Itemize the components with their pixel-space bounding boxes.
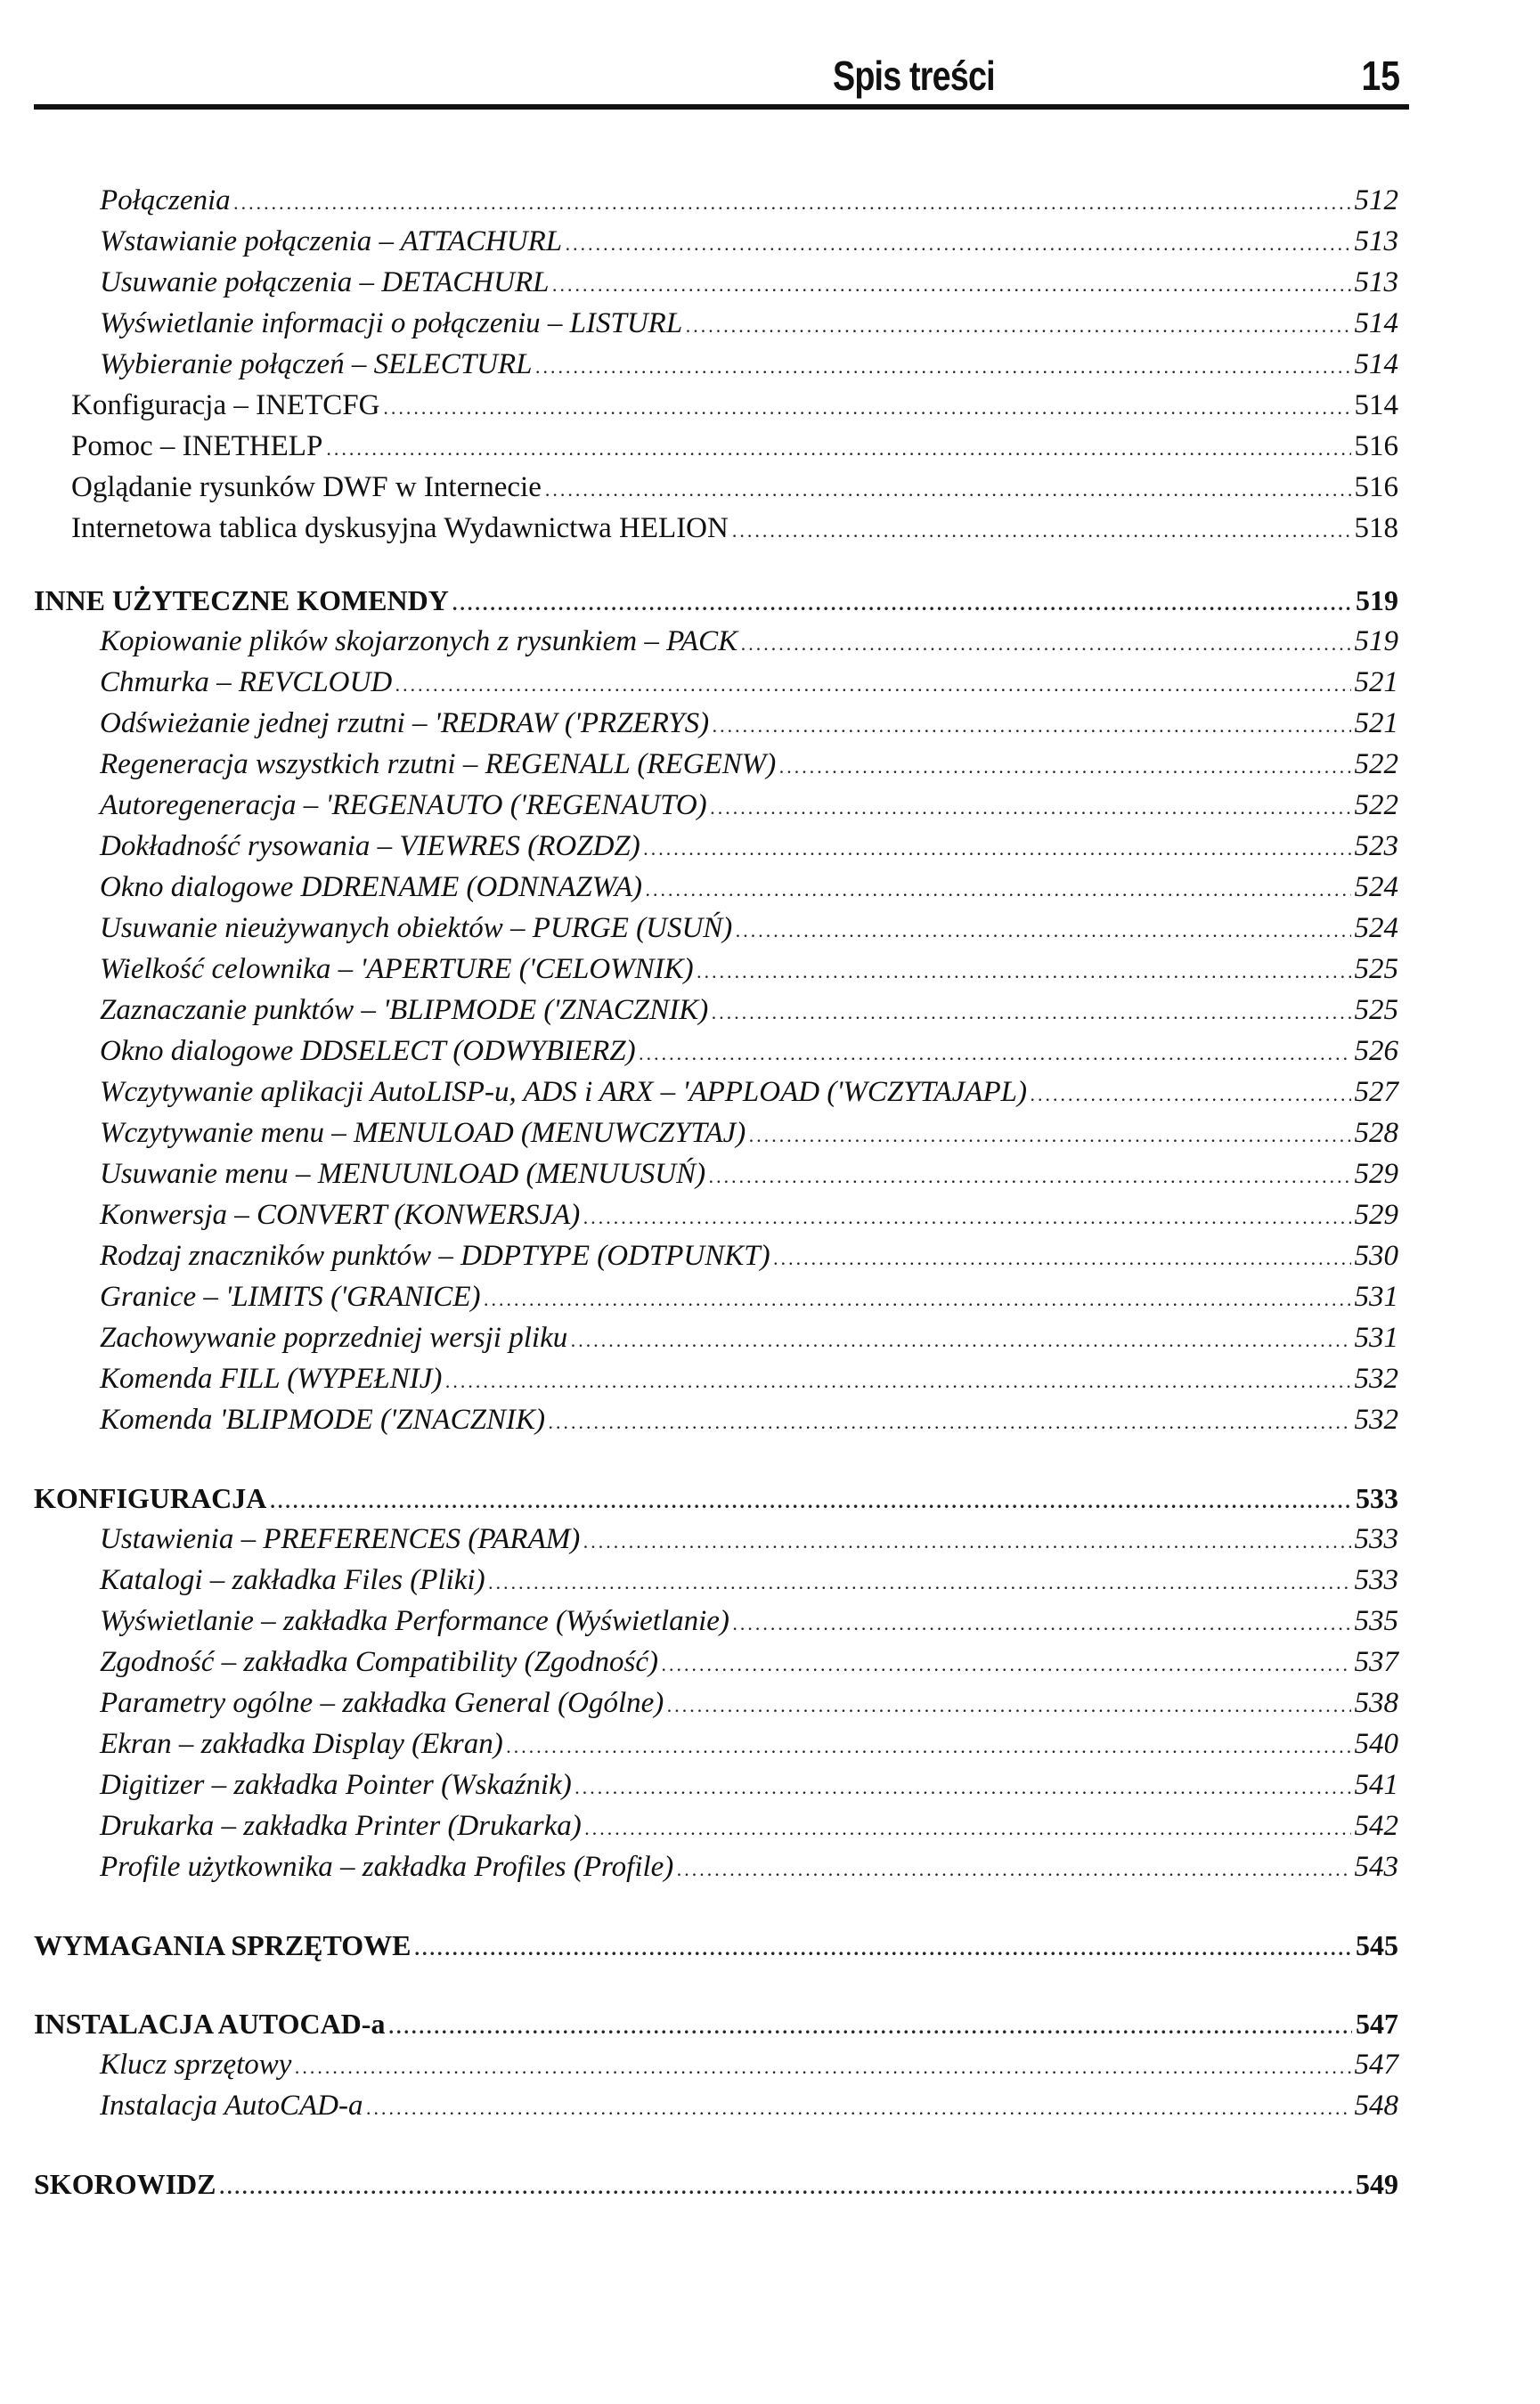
toc-entry-label: Usuwanie połączenia – DETACHURL <box>100 266 550 298</box>
toc-entry-page: 521 <box>1354 707 1398 739</box>
dot-leader <box>646 869 1350 910</box>
dot-leader <box>741 623 1350 664</box>
toc-sub-entry[interactable] <box>0 703 1398 744</box>
toc-entry-label: SKOROWIDZ <box>34 2168 216 2200</box>
toc-entry-label: Konfiguracja – INETCFG <box>71 389 380 421</box>
dot-leader <box>686 306 1350 346</box>
toc-entry-label: Odświeżanie jednej rzutni – 'REDRAW ('PRZERYS) <box>100 707 710 739</box>
toc-entry-label: Zachowywanie poprzedniej wersji pliku <box>100 1322 568 1354</box>
dot-leader <box>779 746 1350 787</box>
toc-entry-page: 518 <box>1354 512 1398 544</box>
toc-entry-label: Digitizer – zakładka Pointer (Wskaźnik) <box>100 1769 572 1801</box>
toc-entry-label: Zgodność – zakładka Compatibility (Zgodność) <box>100 1646 658 1678</box>
toc-sub-entry[interactable] <box>0 785 1398 826</box>
toc-entry-page: 529 <box>1354 1199 1398 1231</box>
dot-leader <box>295 2047 1350 2088</box>
dot-leader <box>1031 1074 1351 1115</box>
toc-sub-entry[interactable] <box>0 1683 1398 1724</box>
toc-entry-label: KONFIGURACJA <box>34 1482 267 1514</box>
toc-sub-entry[interactable] <box>0 221 1398 262</box>
toc-entry-page: 512 <box>1354 184 1398 216</box>
dot-leader <box>667 1685 1350 1726</box>
toc-entry-page: 542 <box>1354 1810 1398 1842</box>
dot-leader <box>549 1402 1351 1443</box>
toc-section-entry[interactable] <box>0 580 1398 621</box>
dot-leader <box>270 1481 1352 1522</box>
dot-leader <box>414 1928 1352 1969</box>
toc-entry-page: 514 <box>1354 307 1398 339</box>
toc-entry-label: Pomoc – INETHELP <box>71 430 323 462</box>
toc-entry-label: Zaznaczanie punktów – 'BLIPMODE ('ZNACZNIK) <box>100 994 709 1026</box>
toc-entry-page: 514 <box>1354 389 1398 421</box>
dot-leader <box>711 787 1351 828</box>
toc-entry-label: Drukarka – zakładka Printer (Drukarka) <box>100 1810 582 1842</box>
toc-entry-label: Oglądanie rysunków DWF w Internecie <box>71 471 542 503</box>
toc-entry-page: 526 <box>1354 1035 1398 1067</box>
toc-entry-page: 532 <box>1354 1363 1398 1395</box>
toc-sub-entry[interactable] <box>0 1519 1398 1560</box>
header-page-number: 15 <box>1361 53 1400 99</box>
toc-entry-page: 545 <box>1356 1929 1398 1961</box>
toc-sub-entry[interactable] <box>0 2044 1398 2085</box>
toc-entry-label: Profile użytkownika – zakładka Profiles (Profile) <box>100 1851 674 1883</box>
toc-entry-label: Wybieranie połączeń – SELECTURL <box>100 348 533 380</box>
toc-entry-label: Instalacja AutoCAD-a <box>100 2090 363 2122</box>
toc-entry-label: Wczytywanie menu – MENULOAD (MENUWCZYTAJ) <box>100 1117 746 1149</box>
dot-leader <box>677 1849 1350 1890</box>
dot-leader <box>388 2007 1352 2048</box>
toc-entry-page: 548 <box>1354 2090 1398 2122</box>
dot-leader <box>697 951 1351 992</box>
dot-leader <box>234 183 1351 224</box>
toc-entry-page: 525 <box>1354 953 1398 985</box>
toc-entry-label: Regeneracja wszystkich rzutni – REGENALL (REGENW) <box>100 748 777 780</box>
toc-sub-entry[interactable] <box>0 1846 1398 1887</box>
toc-sub-entry[interactable] <box>0 262 1398 303</box>
dot-leader <box>566 224 1350 265</box>
toc-item-entry[interactable] <box>0 467 1398 508</box>
dot-leader <box>644 828 1351 869</box>
toc-sub-entry[interactable] <box>0 344 1398 385</box>
toc-entry-page: 513 <box>1354 225 1398 257</box>
dot-leader <box>489 1562 1351 1603</box>
toc-sub-entry[interactable] <box>0 908 1398 949</box>
dot-leader <box>545 469 1351 510</box>
toc-entry-label: Wczytywanie aplikacji AutoLISP-u, ADS i ARX – 'APPLOAD ('WCZYTAJAPL) <box>100 1076 1027 1108</box>
dot-leader <box>585 1808 1351 1849</box>
dot-leader <box>640 1033 1351 1074</box>
dot-leader <box>713 705 1350 746</box>
toc-sub-entry[interactable] <box>0 1031 1398 1072</box>
dot-leader <box>507 1726 1351 1767</box>
toc-entry-label: Konwersja – CONVERT (KONWERSJA) <box>100 1199 581 1231</box>
toc-sub-entry[interactable] <box>0 949 1398 990</box>
dot-leader <box>219 2167 1352 2208</box>
toc-sub-entry[interactable] <box>0 1276 1398 1317</box>
toc-sub-entry[interactable] <box>0 867 1398 908</box>
toc-entry-page: 547 <box>1354 2049 1398 2081</box>
header-title: Spis treści <box>833 53 995 99</box>
toc-section-entry[interactable] <box>0 1478 1398 1519</box>
dot-leader <box>583 1197 1350 1238</box>
toc-entry-page: 524 <box>1354 912 1398 944</box>
toc-entry-page: 522 <box>1354 789 1398 821</box>
toc-sub-entry[interactable] <box>0 1399 1398 1440</box>
toc-entry-label: Katalogi – zakładka Files (Pliki) <box>100 1564 485 1596</box>
toc-entry-label: Ekran – zakładka Display (Ekran) <box>100 1728 503 1760</box>
toc-sub-entry[interactable] <box>0 621 1398 662</box>
toc-entry-label: Klucz sprzętowy <box>100 2049 292 2081</box>
dot-leader <box>709 1156 1350 1197</box>
toc-entry-page: 533 <box>1354 1523 1398 1555</box>
toc-item-entry[interactable] <box>0 426 1398 467</box>
toc-entry-label: Komenda FILL (WYPEŁNIJ) <box>100 1363 443 1395</box>
toc-sub-entry[interactable] <box>0 1642 1398 1683</box>
toc-entry-label: Wyświetlanie – zakładka Performance (Wyświetlanie) <box>100 1605 729 1637</box>
toc-entry-page: 521 <box>1354 666 1398 698</box>
toc-section-entry[interactable] <box>0 2164 1398 2204</box>
toc-sub-entry[interactable] <box>0 1560 1398 1601</box>
toc-entry-label: INSTALACJA AUTOCAD-a <box>34 2008 386 2040</box>
toc-sub-entry[interactable] <box>0 180 1398 221</box>
toc-entry-label: Granice – 'LIMITS ('GRANICE) <box>100 1281 481 1313</box>
table-of-contents <box>0 180 1540 2204</box>
toc-item-entry[interactable] <box>0 385 1398 426</box>
toc-sub-entry[interactable] <box>0 1764 1398 1805</box>
dot-leader <box>445 1361 1350 1402</box>
toc-sub-entry[interactable] <box>0 1724 1398 1764</box>
toc-entry-page: 519 <box>1354 625 1398 657</box>
toc-sub-entry[interactable] <box>0 1601 1398 1642</box>
dot-leader <box>732 510 1351 551</box>
toc-entry-page: 537 <box>1354 1646 1398 1678</box>
dot-leader <box>484 1279 1350 1320</box>
dot-leader <box>662 1644 1351 1685</box>
toc-sub-entry[interactable] <box>0 826 1398 867</box>
toc-entry-page: 531 <box>1354 1281 1398 1313</box>
dot-leader <box>536 346 1351 387</box>
dot-leader <box>575 1767 1351 1808</box>
toc-sub-entry[interactable] <box>0 1235 1398 1276</box>
dot-leader <box>733 1603 1351 1644</box>
toc-entry-page: 531 <box>1354 1322 1398 1354</box>
toc-sub-entry[interactable] <box>0 2085 1398 2126</box>
toc-entry-label: Ustawienia – PREFERENCES (PARAM) <box>100 1523 581 1555</box>
toc-entry-label: Wstawianie połączenia – ATTACHURL <box>100 225 563 257</box>
toc-entry-label: Wielkość celownika – 'APERTURE ('CELOWNIK) <box>100 953 694 985</box>
toc-sub-entry[interactable] <box>0 1317 1398 1358</box>
dot-leader <box>395 664 1350 705</box>
toc-entry-page: 523 <box>1354 830 1398 862</box>
toc-sub-entry[interactable] <box>0 1358 1398 1399</box>
toc-sub-entry[interactable] <box>0 1072 1398 1112</box>
toc-entry-label: Kopiowanie plików skojarzonych z rysunkiem – PACK <box>100 625 738 657</box>
toc-entry-page: 527 <box>1354 1076 1398 1108</box>
dot-leader <box>383 387 1350 428</box>
toc-entry-label: Okno dialogowe DDRENAME (ODNNAZWA) <box>100 871 643 903</box>
dot-leader <box>736 910 1350 951</box>
toc-sub-entry[interactable] <box>0 1153 1398 1194</box>
toc-entry-page: 524 <box>1354 871 1398 903</box>
toc-entry-page: 532 <box>1354 1404 1398 1436</box>
toc-sub-entry[interactable] <box>0 744 1398 785</box>
dot-leader <box>583 1521 1350 1562</box>
toc-entry-label: Usuwanie nieużywanych obiektów – PURGE (USUŃ) <box>100 912 733 944</box>
toc-entry-label: Parametry ogólne – zakładka General (Ogólne) <box>100 1687 664 1719</box>
toc-entry-label: INNE UŻYTECZNE KOMENDY <box>34 584 449 616</box>
toc-entry-label: Wyświetlanie informacji o połączeniu – LISTURL <box>100 307 683 339</box>
toc-sub-entry[interactable] <box>0 662 1398 703</box>
toc-sub-entry[interactable] <box>0 1112 1398 1153</box>
dot-leader <box>712 992 1350 1033</box>
toc-entry-page: 535 <box>1354 1605 1398 1637</box>
toc-entry-label: Rodzaj znaczników punktów – DDPTYPE (ODTPUNKT) <box>100 1240 770 1272</box>
toc-entry-page: 540 <box>1354 1728 1398 1760</box>
toc-entry-label: Okno dialogowe DDSELECT (ODWYBIERZ) <box>100 1035 636 1067</box>
toc-entry-label: Autoregeneracja – 'REGENAUTO ('REGENAUTO) <box>100 789 707 821</box>
toc-entry-page: 516 <box>1354 430 1398 462</box>
dot-leader <box>552 265 1350 306</box>
toc-entry-page: 516 <box>1354 471 1398 503</box>
toc-entry-page: 547 <box>1356 2008 1398 2040</box>
toc-section-entry[interactable] <box>0 1925 1398 1966</box>
toc-entry-label: WYMAGANIA SPRZĘTOWE <box>34 1929 411 1961</box>
dot-leader <box>749 1115 1350 1156</box>
header-rule <box>34 104 1409 110</box>
dot-leader <box>326 428 1350 469</box>
toc-entry-label: Komenda 'BLIPMODE ('ZNACZNIK) <box>100 1404 545 1436</box>
toc-sub-entry[interactable] <box>0 1194 1398 1235</box>
toc-sub-entry[interactable] <box>0 303 1398 344</box>
toc-entry-page: 513 <box>1354 266 1398 298</box>
dot-leader <box>366 2088 1350 2129</box>
toc-entry-label: Dokładność rysowania – VIEWRES (ROZDZ) <box>100 830 640 862</box>
toc-entry-page: 514 <box>1354 348 1398 380</box>
toc-entry-label: Usuwanie menu – MENUUNLOAD (MENUUSUŃ) <box>100 1158 706 1190</box>
toc-entry-page: 530 <box>1354 1240 1398 1272</box>
toc-entry-label: Internetowa tablica dyskusyjna Wydawnictwa HELION <box>71 512 729 544</box>
toc-sub-entry[interactable] <box>0 990 1398 1031</box>
toc-entry-label: Połączenia <box>100 184 231 216</box>
dot-leader <box>452 583 1352 624</box>
toc-entry-page: 519 <box>1356 584 1398 616</box>
toc-entry-page: 528 <box>1354 1117 1398 1149</box>
toc-entry-page: 549 <box>1356 2168 1398 2200</box>
dot-leader <box>774 1238 1351 1279</box>
toc-entry-page: 533 <box>1356 1482 1398 1514</box>
toc-entry-page: 525 <box>1354 994 1398 1026</box>
toc-entry-page: 533 <box>1354 1564 1398 1596</box>
dot-leader <box>571 1320 1350 1361</box>
toc-entry-page: 529 <box>1354 1158 1398 1190</box>
toc-entry-page: 541 <box>1354 1769 1398 1801</box>
toc-entry-label: Chmurka – REVCLOUD <box>100 666 393 698</box>
toc-sub-entry[interactable] <box>0 1805 1398 1846</box>
toc-item-entry[interactable] <box>0 508 1398 549</box>
toc-section-entry[interactable] <box>0 2003 1398 2044</box>
toc-entry-page: 538 <box>1354 1687 1398 1719</box>
toc-entry-page: 522 <box>1354 748 1398 780</box>
toc-entry-page: 543 <box>1354 1851 1398 1883</box>
